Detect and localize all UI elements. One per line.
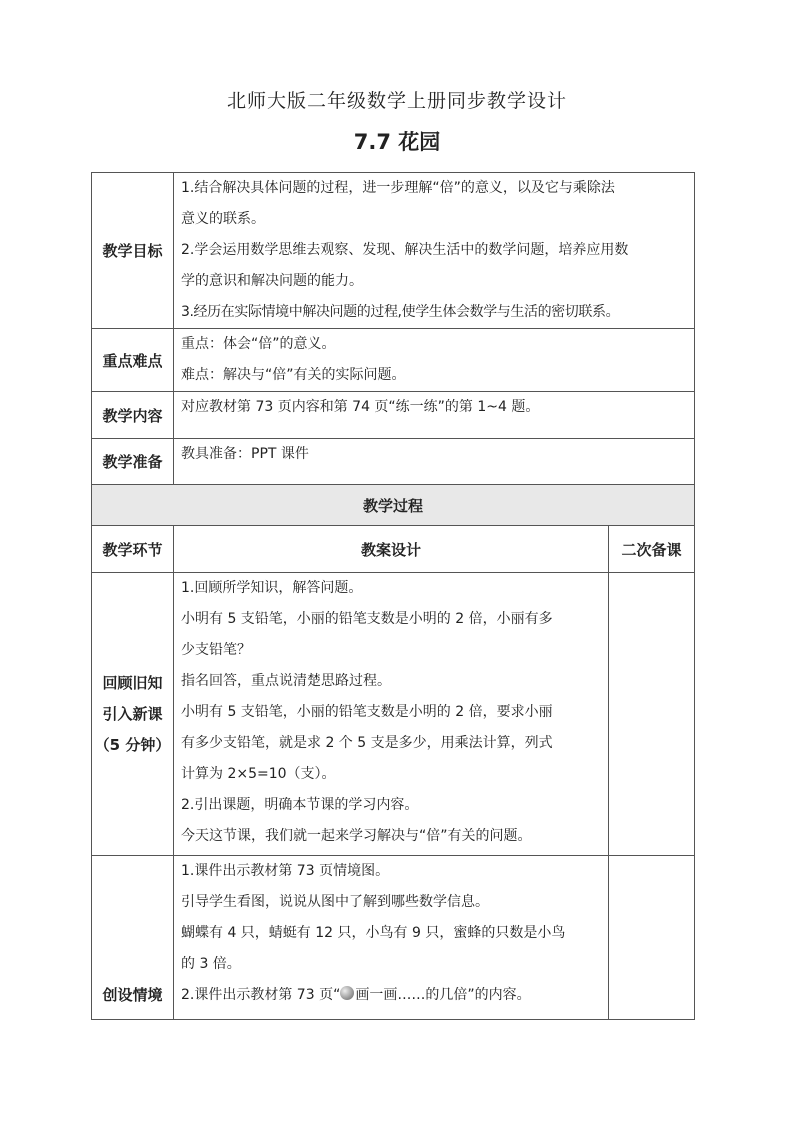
review-line: 计算为 2×5=10（支）。 bbox=[181, 766, 336, 782]
scenario-stage-label bbox=[92, 856, 174, 1020]
key-point-line: 重点：体会“倍”的意义。 bbox=[181, 336, 336, 352]
content-row bbox=[92, 392, 695, 439]
review-line: 2.引出课题，明确本节课的学习内容。 bbox=[181, 797, 419, 813]
process-heading: 教学过程 bbox=[92, 485, 695, 526]
review-second-prep-cell bbox=[609, 573, 695, 856]
review-stage-label bbox=[92, 573, 174, 856]
preparation-row bbox=[92, 439, 695, 485]
objectives-line: 2.学会运用数学思维去观察、发现、解决生活中的数学问题，培养应用数 bbox=[181, 242, 629, 258]
key-points-row bbox=[92, 329, 695, 392]
content-label: 教学内容 bbox=[92, 392, 174, 439]
scenario-last-prefix: 2.课件出示教材第 73 页“ bbox=[181, 987, 341, 1003]
objectives-line: 1.结合解决具体问题的过程，进一步理解“倍”的意义，以及它与乘除法 bbox=[181, 180, 615, 196]
objectives-line: 意义的联系。 bbox=[181, 211, 265, 227]
ball-icon bbox=[340, 986, 354, 1000]
objectives-line: 3.经历在实际情境中解决问题的过程,使学生体会数学与生活的密切联系。 bbox=[181, 304, 620, 320]
lesson-plan-table bbox=[91, 172, 695, 1020]
column-design-header: 教案设计 bbox=[174, 526, 609, 573]
scenario-line-with-icon bbox=[181, 980, 602, 1011]
key-point-line: 难点：解决与“倍”有关的实际问题。 bbox=[181, 367, 406, 383]
document-header: 北师大版二年级数学上册同步教学设计 bbox=[226, 90, 567, 112]
scenario-line: 蝴蝶有 4 只，蜻蜓有 12 只，小鸟有 9 只，蜜蜂的只数是小鸟 bbox=[181, 925, 566, 941]
scenario-line: 1.课件出示教材第 73 页情境图。 bbox=[181, 863, 390, 879]
scenario-last-suffix: 画一画……的几倍”的内容。 bbox=[355, 987, 531, 1003]
objectives-content bbox=[174, 173, 695, 329]
review-line: 有多少支铅笔，就是求 2 个 5 支是多少，用乘法计算，列式 bbox=[181, 735, 553, 751]
content-text: 对应教材第 73 页内容和第 74 页“练一练”的第 1~4 题。 bbox=[174, 392, 695, 439]
scenario-design-content bbox=[174, 856, 609, 1020]
scenario-label-text: 创设情境 bbox=[102, 986, 163, 1004]
review-label-line: 引入新课 bbox=[102, 704, 163, 723]
review-line: 小明有 5 支铅笔，小丽的铅笔支数是小明的 2 倍，小丽有多 bbox=[181, 611, 553, 627]
preparation-text: 教具准备：PPT 课件 bbox=[174, 439, 695, 485]
review-line: 少支铅笔？ bbox=[181, 642, 251, 658]
scenario-line: 的 3 倍。 bbox=[181, 956, 241, 972]
key-points-label: 重点难点 bbox=[92, 329, 174, 392]
review-label-line: 回顾旧知 bbox=[102, 673, 163, 692]
column-stage-header: 教学环节 bbox=[92, 526, 174, 573]
process-column-headers bbox=[92, 526, 695, 573]
scenario-row bbox=[92, 856, 695, 1020]
review-line: 小明有 5 支铅笔，小丽的铅笔支数是小明的 2 倍，要求小丽 bbox=[181, 704, 553, 720]
column-second-prep-header: 二次备课 bbox=[609, 526, 695, 573]
objectives-line: 学的意识和解决问题的能力。 bbox=[181, 273, 363, 289]
objectives-label: 教学目标 bbox=[92, 173, 174, 329]
process-heading-row bbox=[92, 485, 695, 526]
review-label-line: （5 分钟） bbox=[94, 735, 171, 754]
scenario-line: 引导学生看图，说说从图中了解到哪些数学信息。 bbox=[181, 894, 489, 910]
review-line: 1.回顾所学知识，解答问题。 bbox=[181, 580, 363, 596]
key-points-content bbox=[174, 329, 695, 392]
review-row bbox=[92, 573, 695, 856]
review-line: 今天这节课，我们就一起来学习解决与“倍”有关的问题。 bbox=[181, 828, 532, 844]
scenario-second-prep-cell bbox=[609, 856, 695, 1020]
review-line: 指名回答，重点说清楚思路过程。 bbox=[181, 673, 391, 689]
objectives-row bbox=[92, 173, 695, 329]
lesson-title: 7.7 花园 bbox=[353, 130, 441, 154]
review-design-content bbox=[174, 573, 609, 856]
preparation-label: 教学准备 bbox=[92, 439, 174, 485]
